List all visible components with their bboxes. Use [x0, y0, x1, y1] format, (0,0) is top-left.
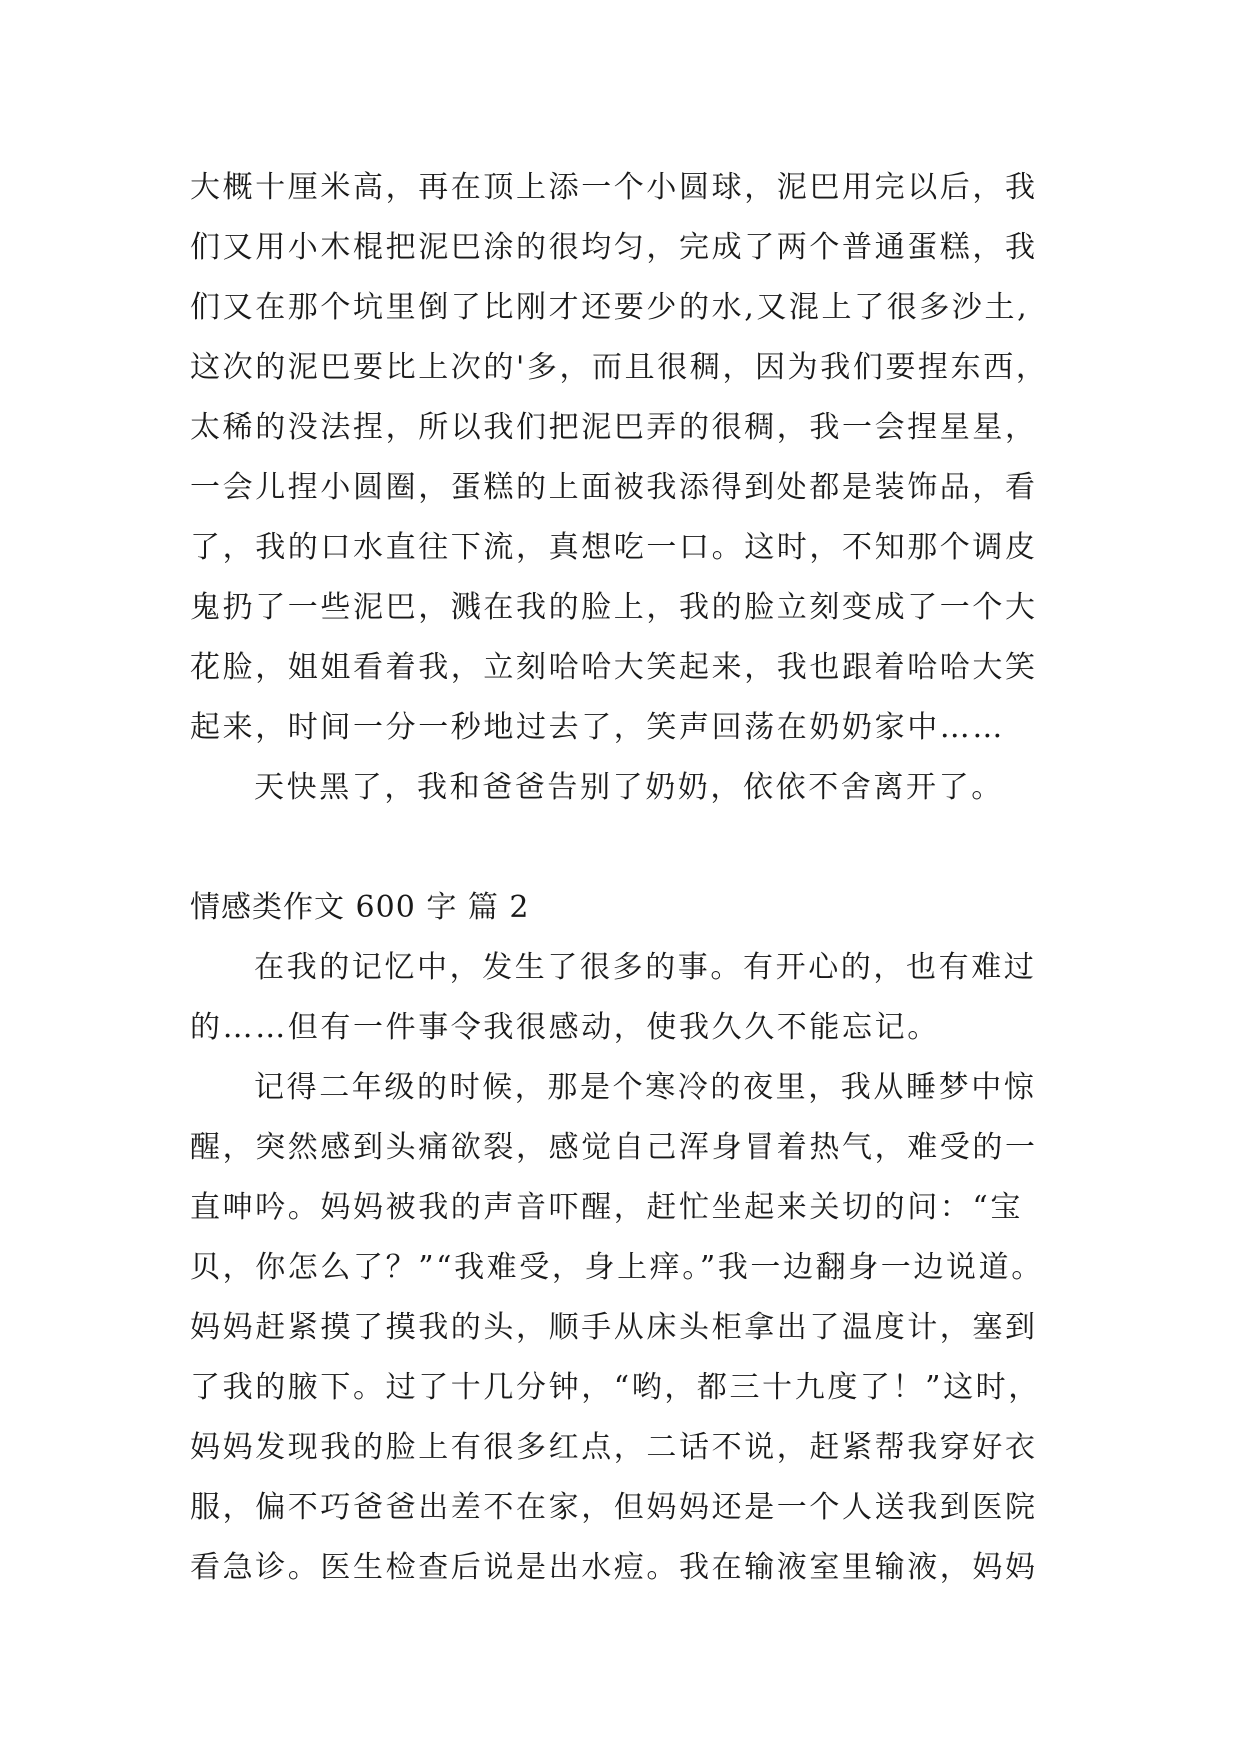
paragraph-line: 们又用小木棍把泥巴涂的很均匀，完成了两个普通蛋糕，我 — [190, 230, 1038, 265]
section-heading: 情感类作文 600 字 篇 2 — [190, 890, 530, 925]
paragraph-line-indented: 天快黑了，我和爸爸告别了奶奶，依依不舍离开了。 — [254, 770, 1004, 805]
paragraph-line: 看急诊。医生检查后说是出水痘。我在输液室里输液，妈妈 — [190, 1550, 1038, 1585]
paragraph-line: 醒，突然感到头痛欲裂，感觉自己浑身冒着热气，难受的一 — [190, 1130, 1038, 1165]
paragraph-line: 们又在那个坑里倒了比刚才还要少的水,又混上了很多沙土, — [190, 290, 1030, 325]
paragraph-line: 服，偏不巧爸爸出差不在家，但妈妈还是一个人送我到医院 — [190, 1490, 1038, 1525]
paragraph-line: 大概十厘米高，再在顶上添一个小圆球，泥巴用完以后，我 — [190, 170, 1038, 205]
paragraph-line: 花脸，姐姐看着我，立刻哈哈大笑起来，我也跟着哈哈大笑 — [190, 650, 1038, 685]
document-page — [190, 158, 1090, 1598]
paragraph-line: 的……但有一件事令我很感动，使我久久不能忘记。 — [190, 1010, 940, 1045]
paragraph-line: 了，我的口水直往下流，真想吃一口。这时，不知那个调皮 — [190, 530, 1038, 565]
paragraph-line: 贝，你怎么了？”“我难受，身上痒。”我一边翻身一边说道。 — [190, 1250, 1044, 1285]
paragraph-line: 一会儿捏小圆圈，蛋糕的上面被我添得到处都是装饰品，看 — [190, 470, 1038, 505]
paragraph-line-indented: 记得二年级的时候，那是个寒冷的夜里，我从睡梦中惊 — [254, 1070, 1037, 1105]
paragraph-line: 鬼扔了一些泥巴，溅在我的脸上，我的脸立刻变成了一个大 — [190, 590, 1038, 625]
paragraph-line: 太稀的没法捏，所以我们把泥巴弄的很稠，我一会捏星星， — [190, 410, 1038, 445]
paragraph-line: 直呻吟。妈妈被我的声音吓醒，赶忙坐起来关切的问：“宝 — [190, 1190, 1023, 1225]
paragraph-line: 妈妈赶紧摸了摸我的头，顺手从床头柜拿出了温度计，塞到 — [190, 1310, 1038, 1345]
section-gap — [190, 818, 1090, 878]
paragraph-line: 起来，时间一分一秒地过去了，笑声回荡在奶奶家中…… — [190, 710, 1005, 745]
paragraph-line-indented: 在我的记忆中，发生了很多的事。有开心的，也有难过 — [254, 950, 1037, 985]
paragraph-line: 了我的腋下。过了十几分钟，“哟，都三十九度了！”这时， — [190, 1370, 1041, 1405]
paragraph-line: 妈妈发现我的脸上有很多红点，二话不说，赶紧帮我穿好衣 — [190, 1430, 1038, 1465]
paragraph-line: 这次的泥巴要比上次的'多，而且很稠，因为我们要捏东西， — [190, 350, 1049, 385]
